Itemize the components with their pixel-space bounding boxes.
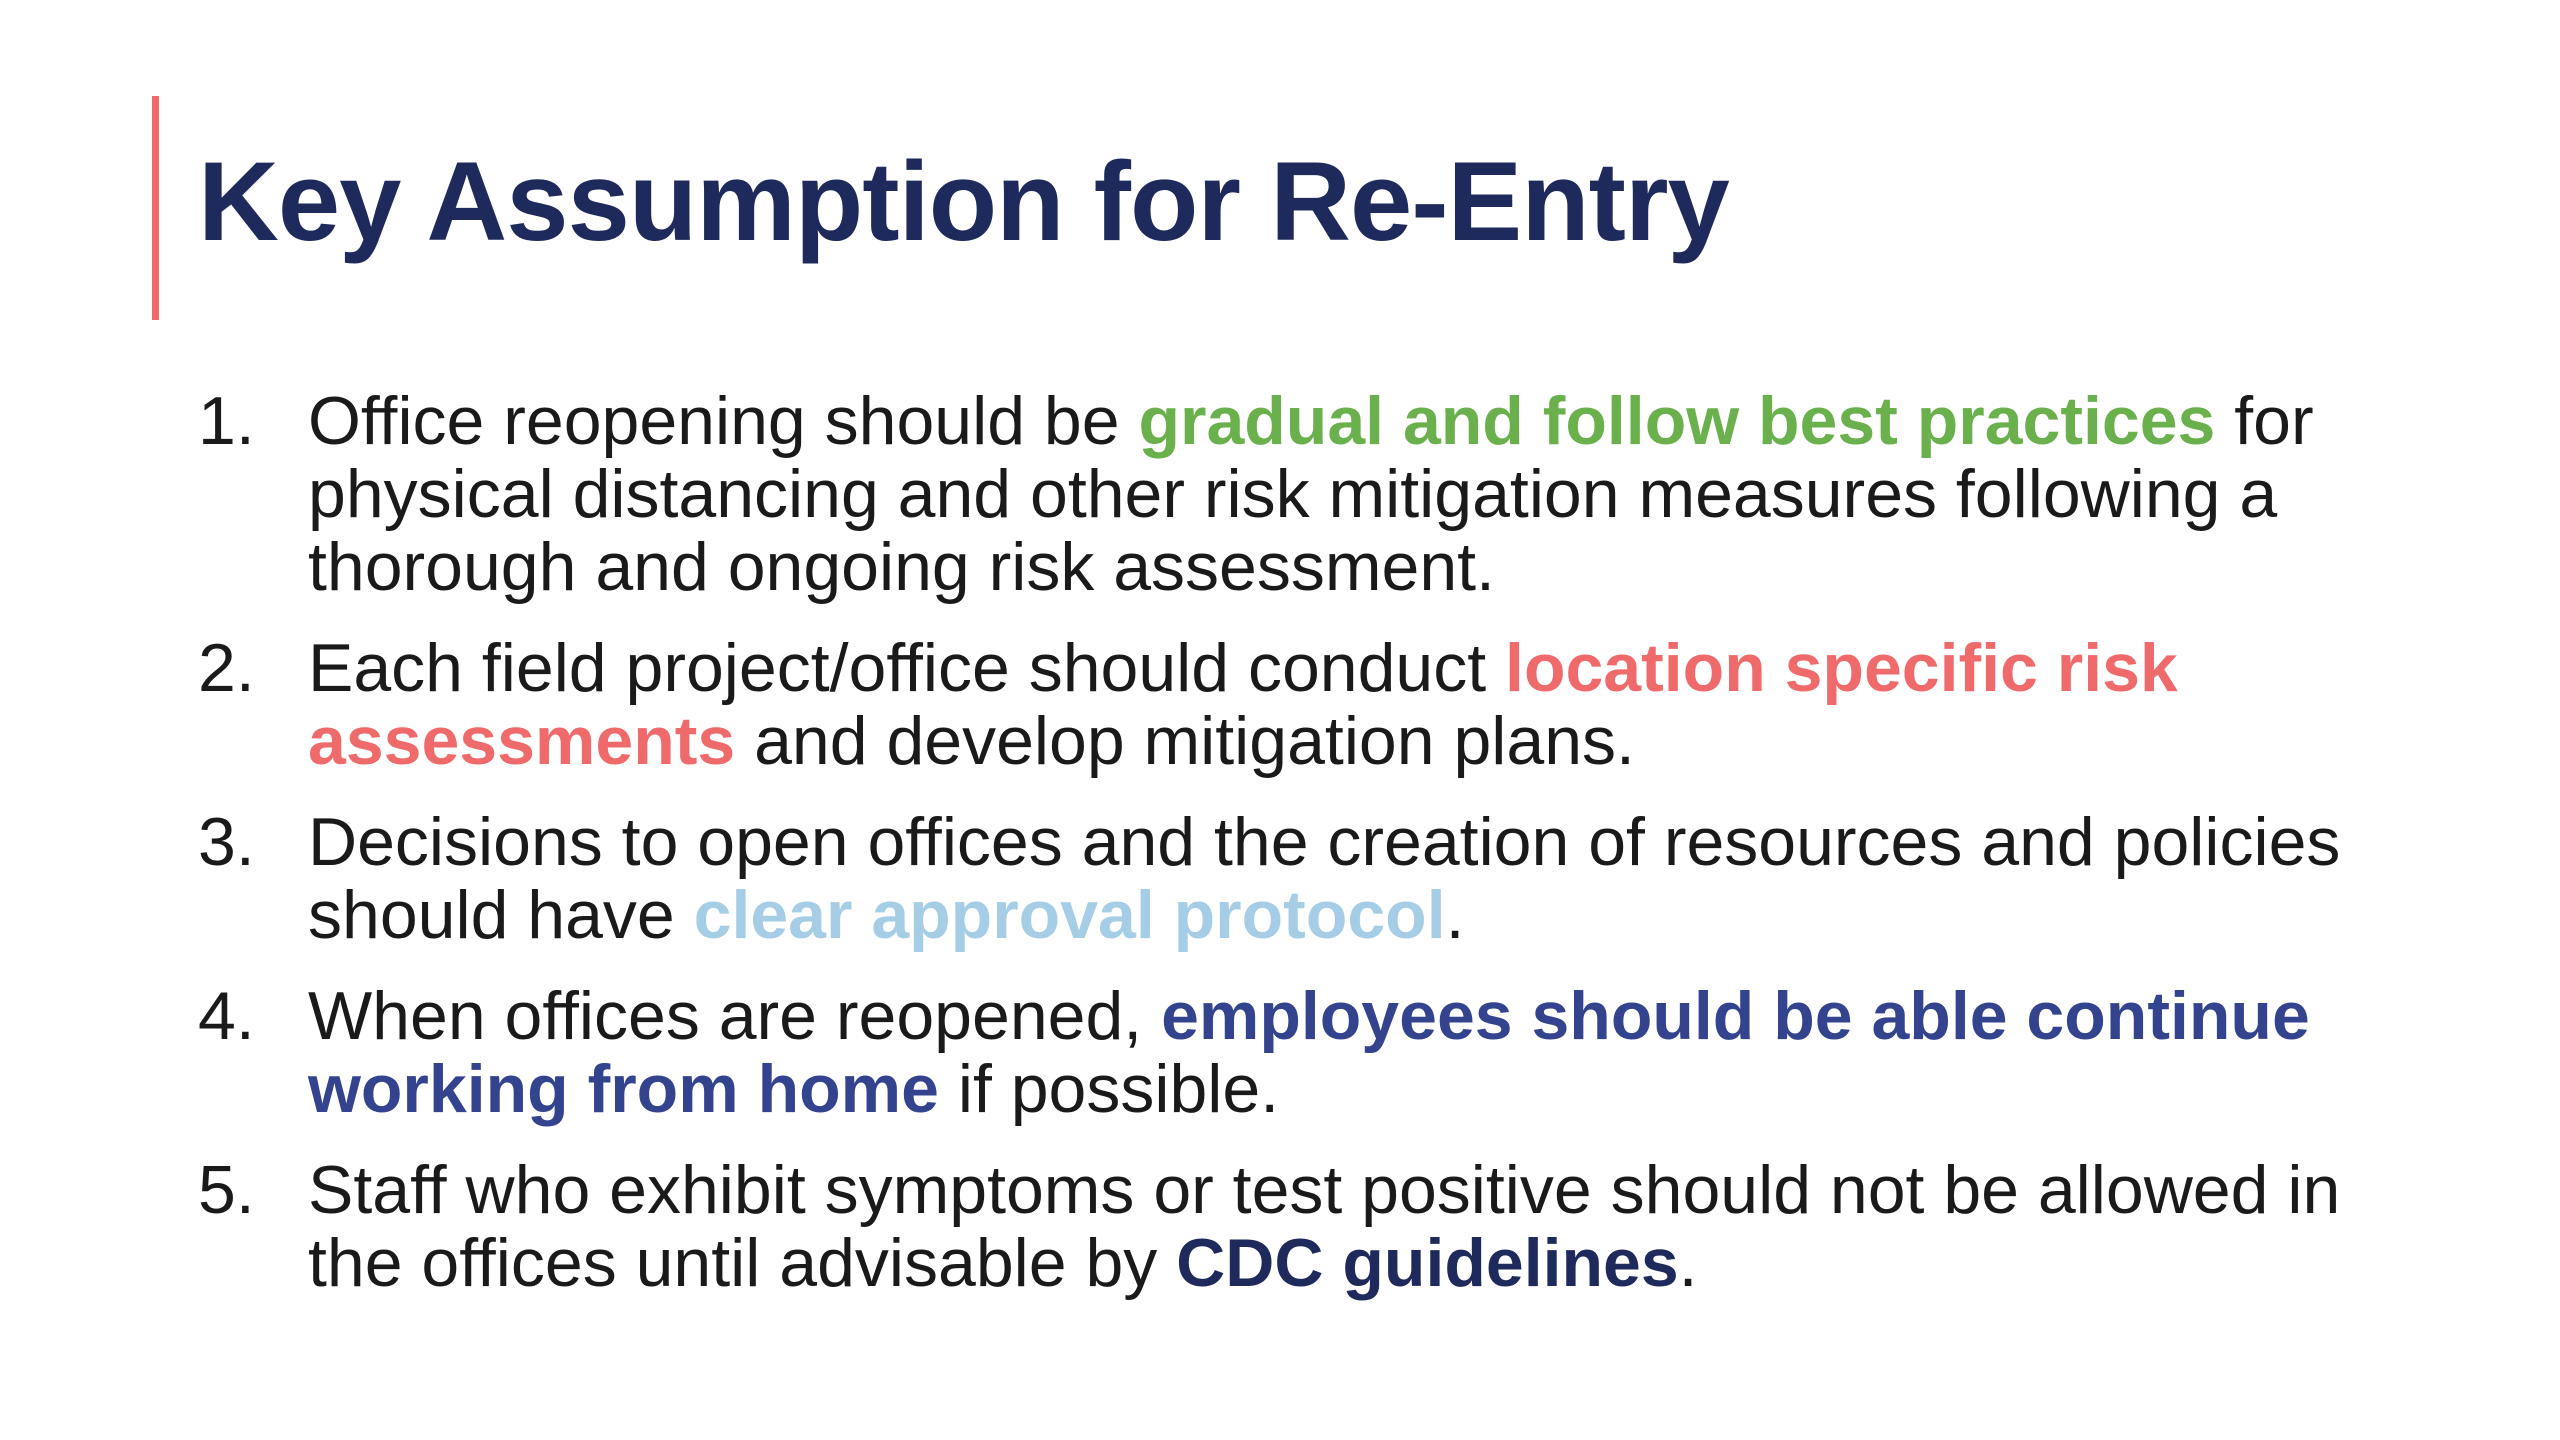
list-item-text: Staff who exhibit symptoms or test positive should not be allowed in the offices until advisable by (308, 1152, 2341, 1301)
list-item-text: . (1445, 877, 1465, 953)
list-item-number: 3. (198, 804, 255, 880)
list-item-number: 2. (198, 630, 255, 706)
list-item-text: . (1678, 1225, 1698, 1301)
title-accent-bar (152, 96, 159, 320)
list-item-number: 1. (198, 383, 255, 459)
list-item-highlight: location specific risk assessments (308, 630, 2178, 779)
list-item-highlight: clear approval protocol (693, 877, 1446, 953)
list-item-text: Decisions to open offices and the creation of resources and policies should have (308, 804, 2341, 953)
list-item-highlight: employees should be able continue working from home (308, 978, 2310, 1127)
list-item-highlight: CDC guidelines (1176, 1225, 1679, 1301)
assumption-list (198, 385, 2398, 1328)
list-item-text: When offices are reopened, (308, 978, 1162, 1054)
list-item-text: Each field project/office should conduct (308, 630, 1506, 706)
list-item-1 (198, 385, 2398, 604)
list-item-5 (198, 1154, 2398, 1300)
list-item-text: Office reopening should be (308, 383, 1139, 459)
list-item-number: 5. (198, 1152, 255, 1228)
list-item-4 (198, 980, 2398, 1126)
list-item-highlight: gradual and follow best practices (1138, 383, 2216, 459)
list-item-3 (198, 806, 2398, 952)
list-item-text: if possible. (938, 1051, 1280, 1127)
slide-title: Key Assumption for Re-Entry (198, 139, 1729, 264)
list-item-text: and develop mitigation plans. (735, 703, 1635, 779)
list-item-2 (198, 632, 2398, 778)
list-item-text: for physical distancing and other risk mitigation measures following a thorough and ongoing risk assessment. (308, 383, 2314, 605)
list-item-number: 4. (198, 978, 255, 1054)
